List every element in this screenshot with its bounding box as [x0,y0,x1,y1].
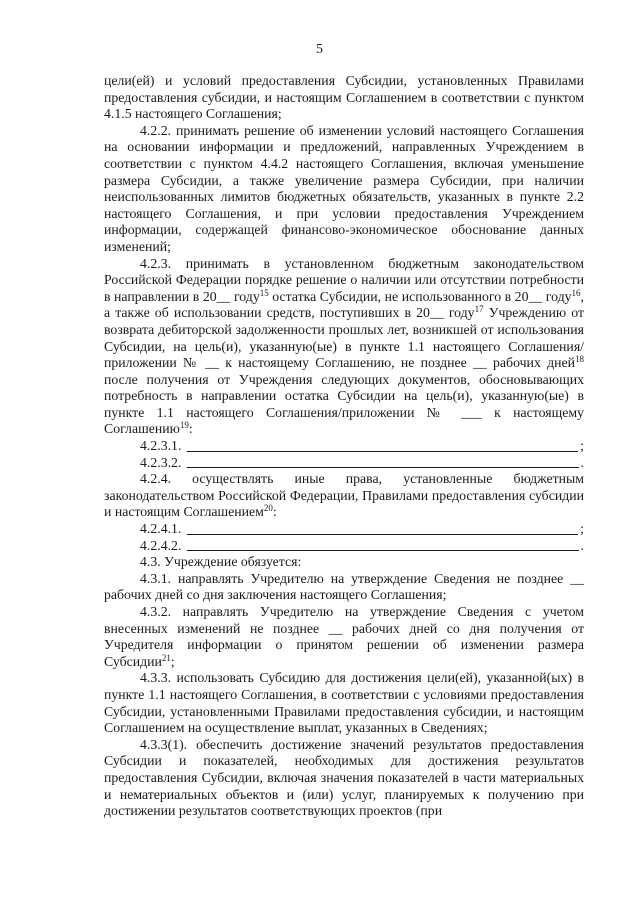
blank-field [187,451,578,452]
fill-line-4-2-4-1 [104,521,584,538]
fill-line-end: . [580,454,584,470]
paragraph-4-2-4 [104,471,584,521]
fill-line-label: 4.2.4.1. [140,521,182,537]
footnote-ref-19: 19 [179,420,189,431]
fill-line-end: . [580,537,584,553]
paragraph-4-3-3: 4.3.3. использовать Субсидию для достижения цели(ей), указанной(ых) в пункте 1.1 настоящего Соглашения, в соответствии с условиями предоставления Субсидии, установленными Правилами предоставления субсидии, и настоящим Соглашением на осуществление выплат, указанных в Сведениях; [104,670,584,736]
fill-line-end: ; [580,521,584,537]
footnote-ref-17: 17 [474,304,484,315]
paragraph-4-2-3-text-b: остатка Субсидии, не использованного в 20__ году [268,288,572,304]
footnote-ref-15: 15 [259,287,269,298]
paragraph-4-3-3-1: 4.3.3(1). обеспечить достижение значений результатов предоставления Субсидии и показателей, необходимых для достижения результатов предоставления Субсидии, включая значения показателей в части материальных и нематериальных объектов и (или) услуг, планируемых к получению при достижении результатов соответствующих проектов (при [104,736,584,819]
paragraph-4-2-4-text-b: : [272,504,277,520]
fill-line-4-2-3-2 [104,455,584,472]
paragraph-continuation: цели(ей) и условий предоставления Субсидии, установленных Правилами предоставления субсидии, и настоящим Соглашением в соответствии с пунктом 4.1.5 настоящего Соглашения; [104,73,584,122]
paragraph-4-3-2 [104,604,584,670]
footnote-ref-20: 20 [263,503,273,514]
paragraph-4-3-1: 4.3.1. направлять Учредителю на утверждение Сведения не позднее __ рабочих дней со дня заключения настоящего Соглашения; [104,570,584,603]
paragraph-4-3-2-text-b: ; [170,653,175,669]
fill-line-4-2-4-2 [104,538,584,555]
paragraph-4-2-2: 4.2.2. принимать решение об изменении условий настоящего Соглашения на основании информации и предложений, направленных Учреждением в соответствии с пунктом 4.4.2 настоящего Соглашения, включая уменьшение размера Субсидии, а также увеличение размера Субсидии, при наличии неиспользованных лимитов бюджетных обязательств, указанных в пункте 2.2 настоящего Соглашения, и при условии предоставления Учреждением информации, содержащей финансово-экономическое обоснование данных изменений; [104,122,584,254]
paragraph-4-2-3-text-c: , а также об использовании средств, поступивших в 20__ году [104,288,584,321]
paragraph-4-2-3-text-d: Учреждению от возврата дебиторской задолженности прошлых лет, возникшей от использования Субсидии, на цель(и), указанную(ые) в пункте 1.1 настоящего Соглашения/приложении № __ к настоящему Соглашению, не позднее __ рабочих дней [104,305,585,371]
paragraph-4-3-2-text-a: 4.3.2. направлять Учредителю на утверждение Сведения с учетом внесенных изменений не позднее __ рабочих дней со дня получения от Учредителя информации о принятом решении об изменении размера Субсидии [104,604,584,669]
paragraph-4-2-3-text-e: после получения от Учреждения следующих документов, обосновывающих потребность в направлении остатка Субсидии на цель(и), указанную(ые) в пункте 1.1 настоящего Соглашения/приложении № ___ к настоящему Соглашению [104,371,584,437]
fill-line-4-2-3-1 [104,438,584,455]
fill-line-label: 4.2.3.1. [140,438,182,454]
fill-line-label: 4.2.4.2. [140,537,182,553]
footnote-ref-16: 16 [571,287,581,298]
paragraph-4-2-3 [104,256,584,439]
paragraph-4-2-4-text-a: 4.2.4. осуществлять иные права, установленные бюджетным законодательством Российской Федерации, Правилами предоставления субсидии и настоящим Соглашением [104,471,584,520]
blank-field [187,550,578,551]
footnote-ref-18: 18 [575,354,584,365]
paragraph-4-3: 4.3. Учреждение обязуется: [140,554,302,570]
blank-field [187,467,578,468]
footnote-ref-21: 21 [161,652,171,663]
fill-line-label: 4.2.3.2. [140,454,182,470]
fill-line-end: ; [580,438,584,454]
paragraph-4-2-3-text-a: 4.2.3. принимать в установленном бюджетным законодательством Российской Федерации порядке решение о наличии или отсутствии потребности в направлении в 20__ году [104,255,584,304]
paragraph-4-2-3-text-f: : [188,421,193,437]
blank-field [187,534,578,535]
document-body [104,73,584,820]
page-number: 5 [316,42,323,57]
